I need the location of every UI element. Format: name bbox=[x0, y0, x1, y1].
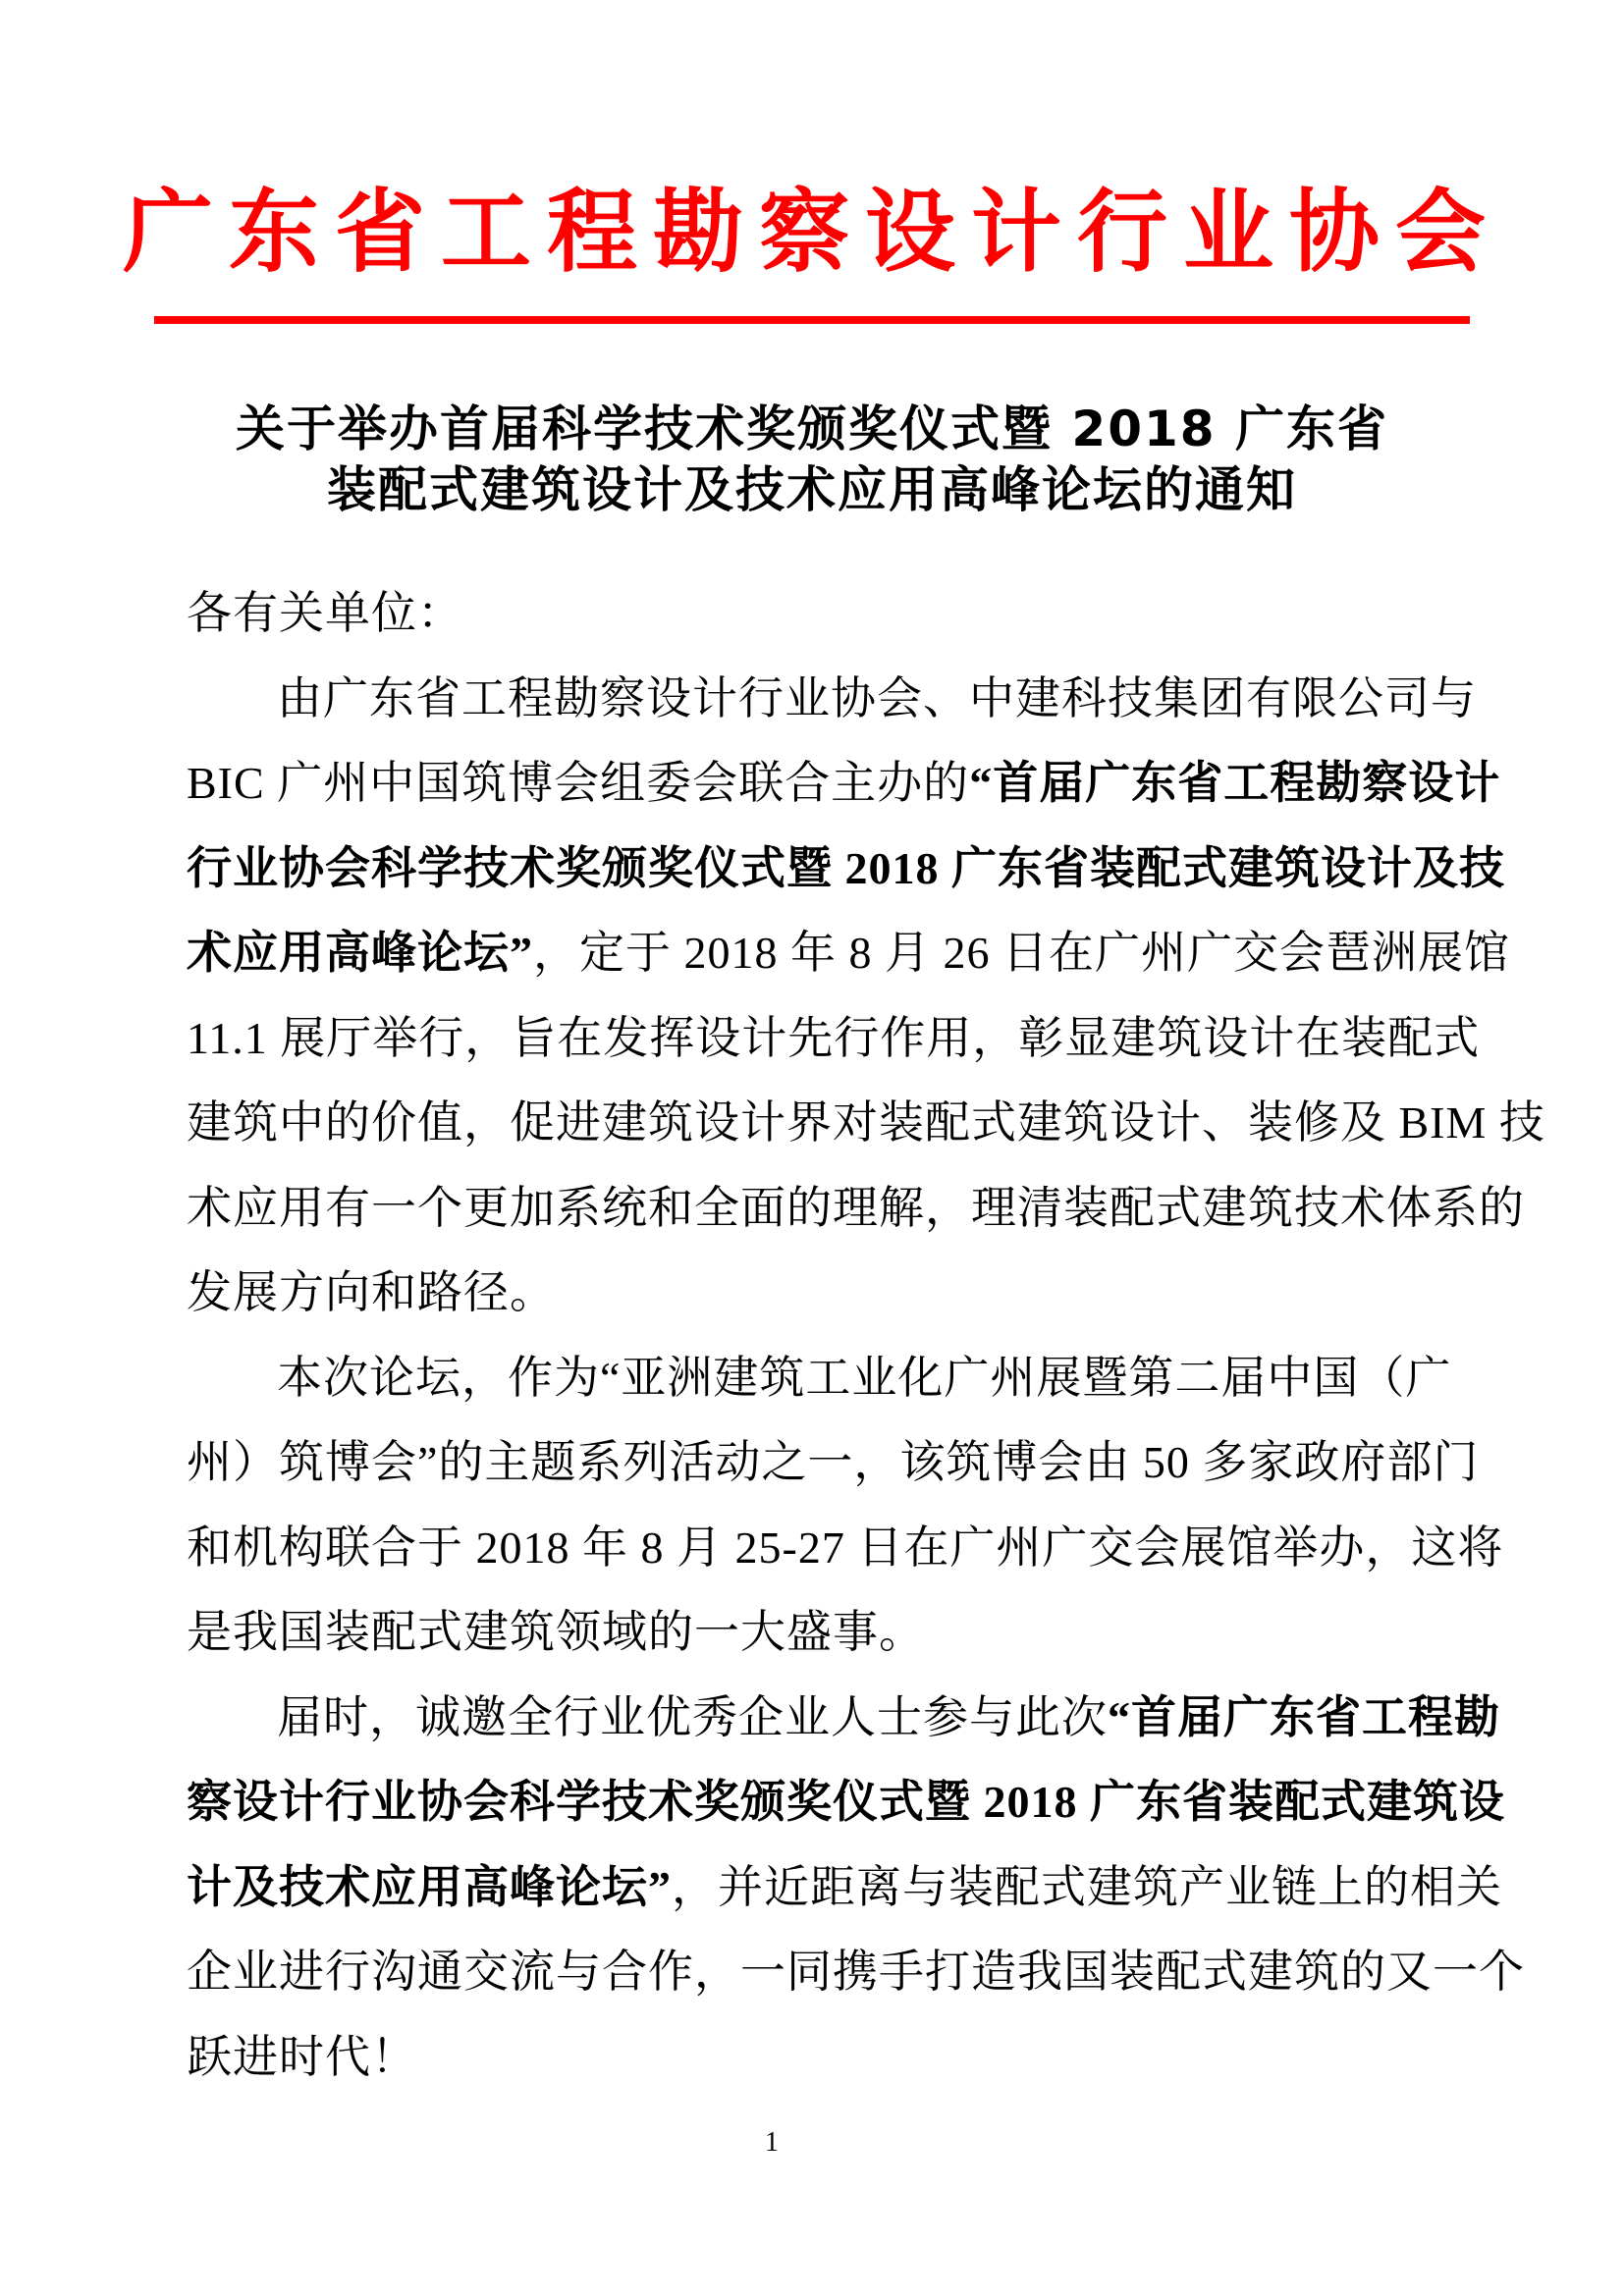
body-text-regular: BIC 广州中国筑博会组委会联合主办的 bbox=[187, 758, 970, 808]
document-title bbox=[0, 399, 1624, 520]
body-text-bold: 察设计行业协会科学技术奖颁奖仪式暨 2018 广东省装配式建筑设 bbox=[187, 1777, 1505, 1827]
body-text-bold: 行业协会科学技术奖颁奖仪式暨 2018 广东省装配式建筑设计及技 bbox=[187, 842, 1505, 893]
document-title-line1: 关于举办首届科学技术奖颁奖仪式暨 2018 广东省 bbox=[236, 400, 1388, 457]
body-text-regular: 是我国装配式建筑领域的一大盛事。 bbox=[187, 1607, 925, 1657]
body-line bbox=[187, 571, 1448, 657]
body-line bbox=[187, 911, 1510, 996]
letterhead-divider bbox=[154, 316, 1470, 324]
body-line bbox=[187, 1930, 1525, 2015]
body-line bbox=[187, 1336, 1452, 1421]
body-line bbox=[187, 1845, 1502, 1931]
body-line bbox=[187, 741, 1501, 827]
body-text-bold: 术应用高峰论坛” bbox=[187, 928, 533, 978]
body-text-regular: 跃进时代！ bbox=[187, 2031, 417, 2082]
body-line bbox=[187, 1760, 1505, 1845]
body-line bbox=[187, 1676, 1500, 1761]
body-line bbox=[187, 1081, 1545, 1166]
page-number: 1 bbox=[765, 2127, 779, 2158]
body-text-regular: 届时，诚邀全行业优秀企业人士参与此次 bbox=[277, 1691, 1108, 1742]
body-line bbox=[187, 657, 1477, 742]
body-line bbox=[187, 827, 1505, 912]
body-text-bold: “首届广东省工程勘察设计 bbox=[969, 758, 1501, 808]
document-body bbox=[187, 571, 1545, 2100]
body-text-regular: 本次论坛，作为“亚洲建筑工业化广州展暨第二届中国（广 bbox=[277, 1352, 1452, 1403]
body-line bbox=[187, 1590, 1448, 1676]
body-line bbox=[187, 996, 1481, 1082]
body-line bbox=[187, 1420, 1480, 1506]
body-text-regular: 和机构联合于 2018 年 8 月 25-27 日在广州广交会展馆举办，这将 bbox=[187, 1522, 1504, 1573]
body-line bbox=[187, 1506, 1504, 1591]
body-text-regular: 州）筑博会”的主题系列活动之一，该筑博会由 50 多家政府部门 bbox=[187, 1437, 1480, 1487]
body-text-regular: 11.1 展厅举行，旨在发挥设计先行作用，彰显建筑设计在装配式 bbox=[187, 1012, 1481, 1063]
body-text-bold: “首届广东省工程勘 bbox=[1108, 1691, 1500, 1742]
body-text-regular: 术应用有一个更加系统和全面的理解，理清装配式建筑技术体系的 bbox=[187, 1182, 1525, 1233]
body-text-regular: 各有关单位： bbox=[187, 588, 463, 638]
body-line bbox=[187, 1251, 1448, 1336]
body-text-regular: 建筑中的价值，促进建筑设计界对装配式建筑设计、装修及 BIM 技 bbox=[187, 1097, 1545, 1148]
body-line bbox=[187, 2015, 1448, 2101]
body-text-regular: ，定于 2018 年 8 月 26 日在广州广交会琶洲展馆 bbox=[533, 928, 1510, 978]
body-text-bold: 计及技术应用高峰论坛” bbox=[187, 1861, 672, 1912]
letterhead-title: 广东省工程勘察设计行业协会 bbox=[122, 183, 1501, 283]
body-text-regular: ，并近距离与装配式建筑产业链上的相关 bbox=[672, 1861, 1502, 1912]
body-text-regular: 由广东省工程勘察设计行业协会、中建科技集团有限公司与 bbox=[277, 672, 1477, 723]
body-text-regular: 企业进行沟通交流与合作，一同携手打造我国装配式建筑的又一个 bbox=[187, 1947, 1525, 1997]
body-line bbox=[187, 1166, 1525, 1252]
document-title-line2: 装配式建筑设计及技术应用高峰论坛的通知 bbox=[327, 461, 1297, 518]
body-text-regular: 发展方向和路径。 bbox=[187, 1267, 556, 1317]
